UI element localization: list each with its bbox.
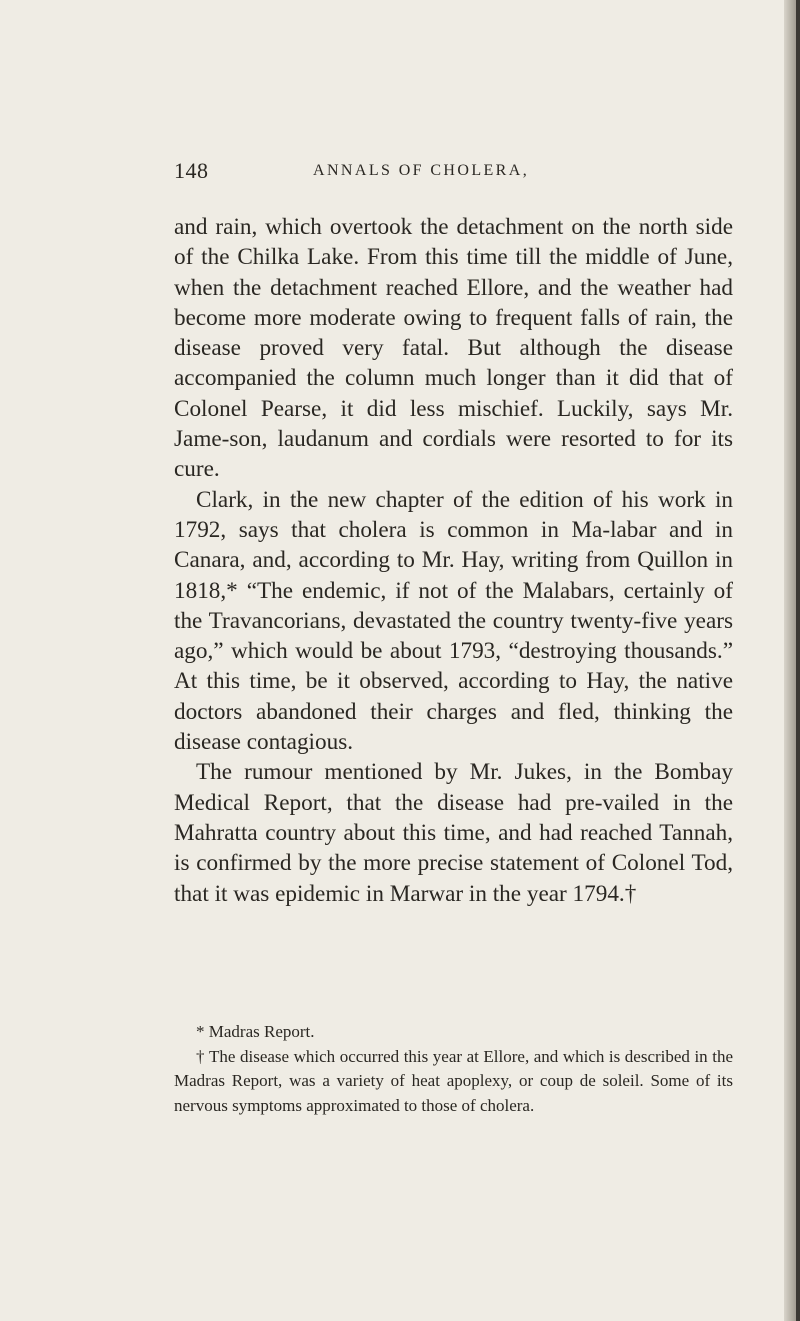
paragraph-3: The rumour mentioned by Mr. Jukes, in the Bombay Medical Report, that the disease had pre-vailed in the Mahratta country about this time, and had reached Tannah, is confirmed by the more precise statement of Colonel Tod, that it was epidemic in Marwar in the year 1794.† [174, 759, 733, 907]
footnote-1: * Madras Report. [196, 1022, 315, 1041]
running-head [174, 158, 734, 188]
paragraph-1: and rain, which overtook the detachment on the north side of the Chilka Lake. From this time till the middle of June, when the detachment reached Ellore, and the weather had become more moderate owing to frequent falls of rain, the disease proved very fatal. But although the disease accompanied the column much longer than it did that of Colonel Pearse, it did less mischief. Luckily, says Mr. Jame-son, laudanum and cordials were resorted to for its cure. [174, 214, 733, 483]
paragraph-2: Clark, in the new chapter of the edition of his work in 1792, says that cholera is common in Ma-labar and in Canara, and, according to Mr. Hay, writing from Quillon in 1818,* “The endemic, if not of the Malabars, certainly of the Travancorians, devastated the country twenty-five years ago,” which would be about 1793, “destroying thousands.” At this time, be it observed, according to Hay, the native doctors abandoned their charges and fled, thinking the disease contagious. [174, 486, 733, 756]
page-number: 148 [174, 158, 209, 183]
footnote-2: † The disease which occurred this year at Ellore, and which is described in the Madras Report, was a variety of heat apoplexy, or coup de soleil. Some of its nervous symptoms approximated to those of cholera. [174, 1046, 733, 1116]
page-edge-border [796, 0, 800, 1321]
footnotes [174, 1020, 733, 1119]
running-title: ANNALS OF CHOLERA, [313, 162, 530, 179]
body-text [174, 212, 733, 909]
